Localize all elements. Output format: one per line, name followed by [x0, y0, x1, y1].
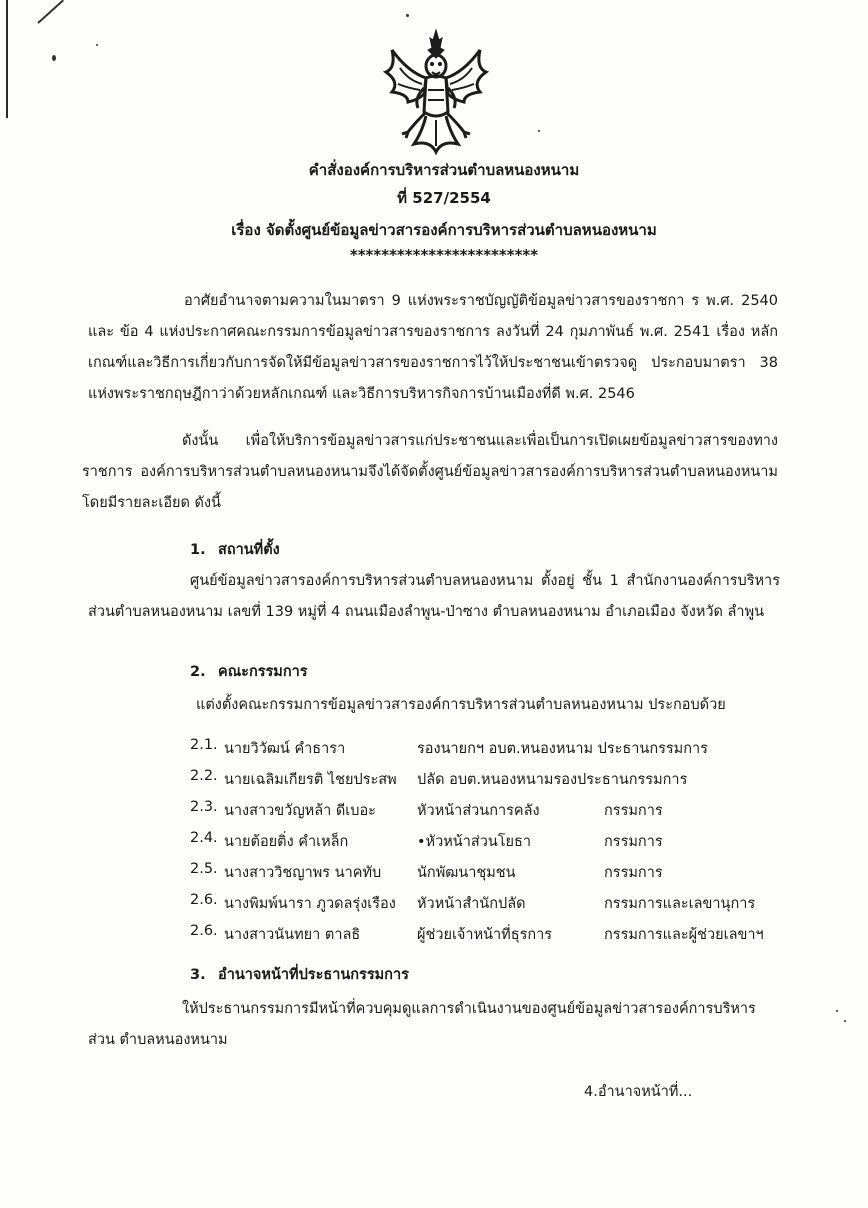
section-1-body	[88, 566, 780, 628]
section-1-title: สถานที่ตั้ง	[218, 542, 280, 558]
member-position: นักพัฒนาชุมชน	[417, 865, 516, 881]
preamble-text: อาศัยอำนาจตามความในมาตรา 9 แห่งพระราชบัญญัติข้อมูลข่าวสารของราชกา ร พ.ศ. 2540 และ ข้อ 4 แห่งประกาศคณะกรรมการข้อมูลข่าวสารของราชการ ลงวันที่ 24 กุมภาพันธ์ พ.ศ. 2541 เรื่อง หลักเกณฑ์และวิธีการเกี่ยวกับการจัดให้มีข้อมูลข่าวสารของราชการไว้ให้ประชาชนเข้าตรวจดู ประกอบมาตรา 38 แห่งพระราชกฤษฎีกาว่าด้วยหลักเกณฑ์ และวิธีการบริหารกิจการบ้านเมืองที่ดี พ.ศ. 2546	[88, 293, 778, 402]
section-3-number: 3.	[190, 967, 206, 983]
section-1-text: ศูนย์ข้อมูลข่าวสารองค์การบริหารส่วนตำบลหนองหนาม ตั้งอยู่ ชั้น 1 สำนักงานองค์การบริหาร ส่วนตำบลหนองหนาม เลขที่ 139 หมู่ที่ 4 ถนนเมืองลำพูน-ป่าซาง ตำบลหนองหนาม อำเภอเมือง จังหวัด ลำพูน	[88, 573, 780, 620]
section-3-body	[88, 994, 780, 1056]
member-role: กรรมการ	[604, 803, 663, 819]
order-number: ที่ 527/2554	[397, 189, 491, 207]
member-name: นายต้อยติ่ง คำเหล็ก	[224, 834, 349, 850]
member-role: กรรมการ	[604, 865, 663, 881]
member-position: หัวหน้าสำนักปลัด	[417, 896, 526, 912]
member-position: ปลัด อบต.หนองหนามรองประธานกรรมการ	[417, 772, 688, 788]
pen-mark	[37, 0, 64, 24]
member-name: นางสาวขวัญหล้า ดีเบอะ	[224, 803, 376, 819]
speck	[52, 55, 56, 61]
section-2-number: 2.	[190, 664, 206, 680]
member-role: กรรมการและผู้ช่วยเลขาฯ	[604, 927, 764, 943]
section-2-heading	[190, 660, 308, 683]
committee-member	[190, 830, 770, 861]
preamble-paragraph	[88, 286, 778, 410]
committee-member	[190, 768, 770, 799]
member-name: นางสาววิชญาพร นาคทับ	[224, 865, 382, 881]
header-separator: ************************	[349, 246, 539, 264]
purpose-text: ดังนั้น เพื่อให้บริการข้อมูลข่าวสารแก่ประชาชนและเพื่อเป็นการเปิดเผยข้อมูลข่าวสารของทาง ราชการ องค์การบริหารส่วนตำบลหนองหนามจึงได้จัดตั้งศูนย์ข้อมูลข่าวสารองค์การบริหารส่วนตำบลหนองหนาม โดยมีรายละเอียด ดังนี้	[82, 433, 778, 511]
member-role: กรรมการ	[604, 834, 663, 850]
member-number: 2.4.	[190, 830, 218, 846]
speck	[844, 1020, 846, 1022]
speck	[96, 44, 98, 46]
section-3-heading	[190, 963, 409, 986]
member-role: กรรมการและเลขานุการ	[604, 896, 756, 912]
order-subject: เรื่อง จัดตั้งศูนย์ข้อมูลข่าวสารองค์การบริหารส่วนตำบลหนองหนาม	[231, 221, 657, 239]
member-position: หัวหน้าส่วนการคลัง	[417, 803, 540, 819]
section-1-number: 1.	[190, 542, 206, 558]
speck	[538, 130, 540, 132]
section-2-title: คณะกรรมการ	[218, 664, 308, 680]
member-name: นายเฉลิมเกียรติ ไชยประสพ	[224, 772, 397, 788]
section-3-title: อำนาจหน้าที่ประธานกรรมการ	[218, 967, 409, 983]
member-number: 2.6.	[190, 892, 218, 908]
section-3-text: ให้ประธานกรรมการมีหน้าที่ควบคุมดูแลการดำเนินงานของศูนย์ข้อมูลข่าวสารองค์การบริหารส่วน ตำบลหนองหนาม	[88, 1001, 756, 1048]
speck	[836, 1010, 838, 1012]
member-position: รองนายกฯ อบต.หนองหนาม ประธานกรรมการ	[417, 741, 708, 757]
member-number: 2.1.	[190, 737, 218, 753]
garuda-emblem-icon	[378, 28, 494, 156]
member-name: นางพิมพ์นารา ภูวดลรุ่งเรือง	[224, 896, 396, 912]
committee-member	[190, 799, 770, 830]
committee-member	[190, 861, 770, 892]
speck	[406, 14, 409, 17]
purpose-paragraph	[82, 426, 778, 519]
continued-marker: 4.อำนาจหน้าที่...	[584, 1084, 693, 1100]
committee-member	[190, 923, 770, 954]
committee-member	[190, 892, 770, 923]
member-position: •หัวหน้าส่วนโยธา	[417, 834, 532, 850]
member-number: 2.5.	[190, 861, 218, 877]
order-title: คำสั่งองค์การบริหารส่วนตำบลหนองหนาม	[308, 161, 580, 179]
member-name: นางสาวนันทยา ตาลธิ	[224, 927, 361, 943]
section-1-heading	[190, 538, 280, 561]
member-name: นายวิวัฒน์ คำธารา	[224, 741, 346, 757]
member-number: 2.6.	[190, 923, 218, 939]
committee-member	[190, 737, 770, 768]
member-number: 2.3.	[190, 799, 218, 815]
member-position: ผู้ช่วยเจ้าหน้าที่ธุรการ	[417, 927, 553, 943]
scan-edge-mark	[6, 0, 8, 118]
section-2-body: แต่งตั้งคณะกรรมการข้อมูลข่าวสารองค์การบริหารส่วนตำบลหนองหนาม ประกอบด้วย	[196, 697, 726, 713]
member-number: 2.2.	[190, 768, 218, 784]
